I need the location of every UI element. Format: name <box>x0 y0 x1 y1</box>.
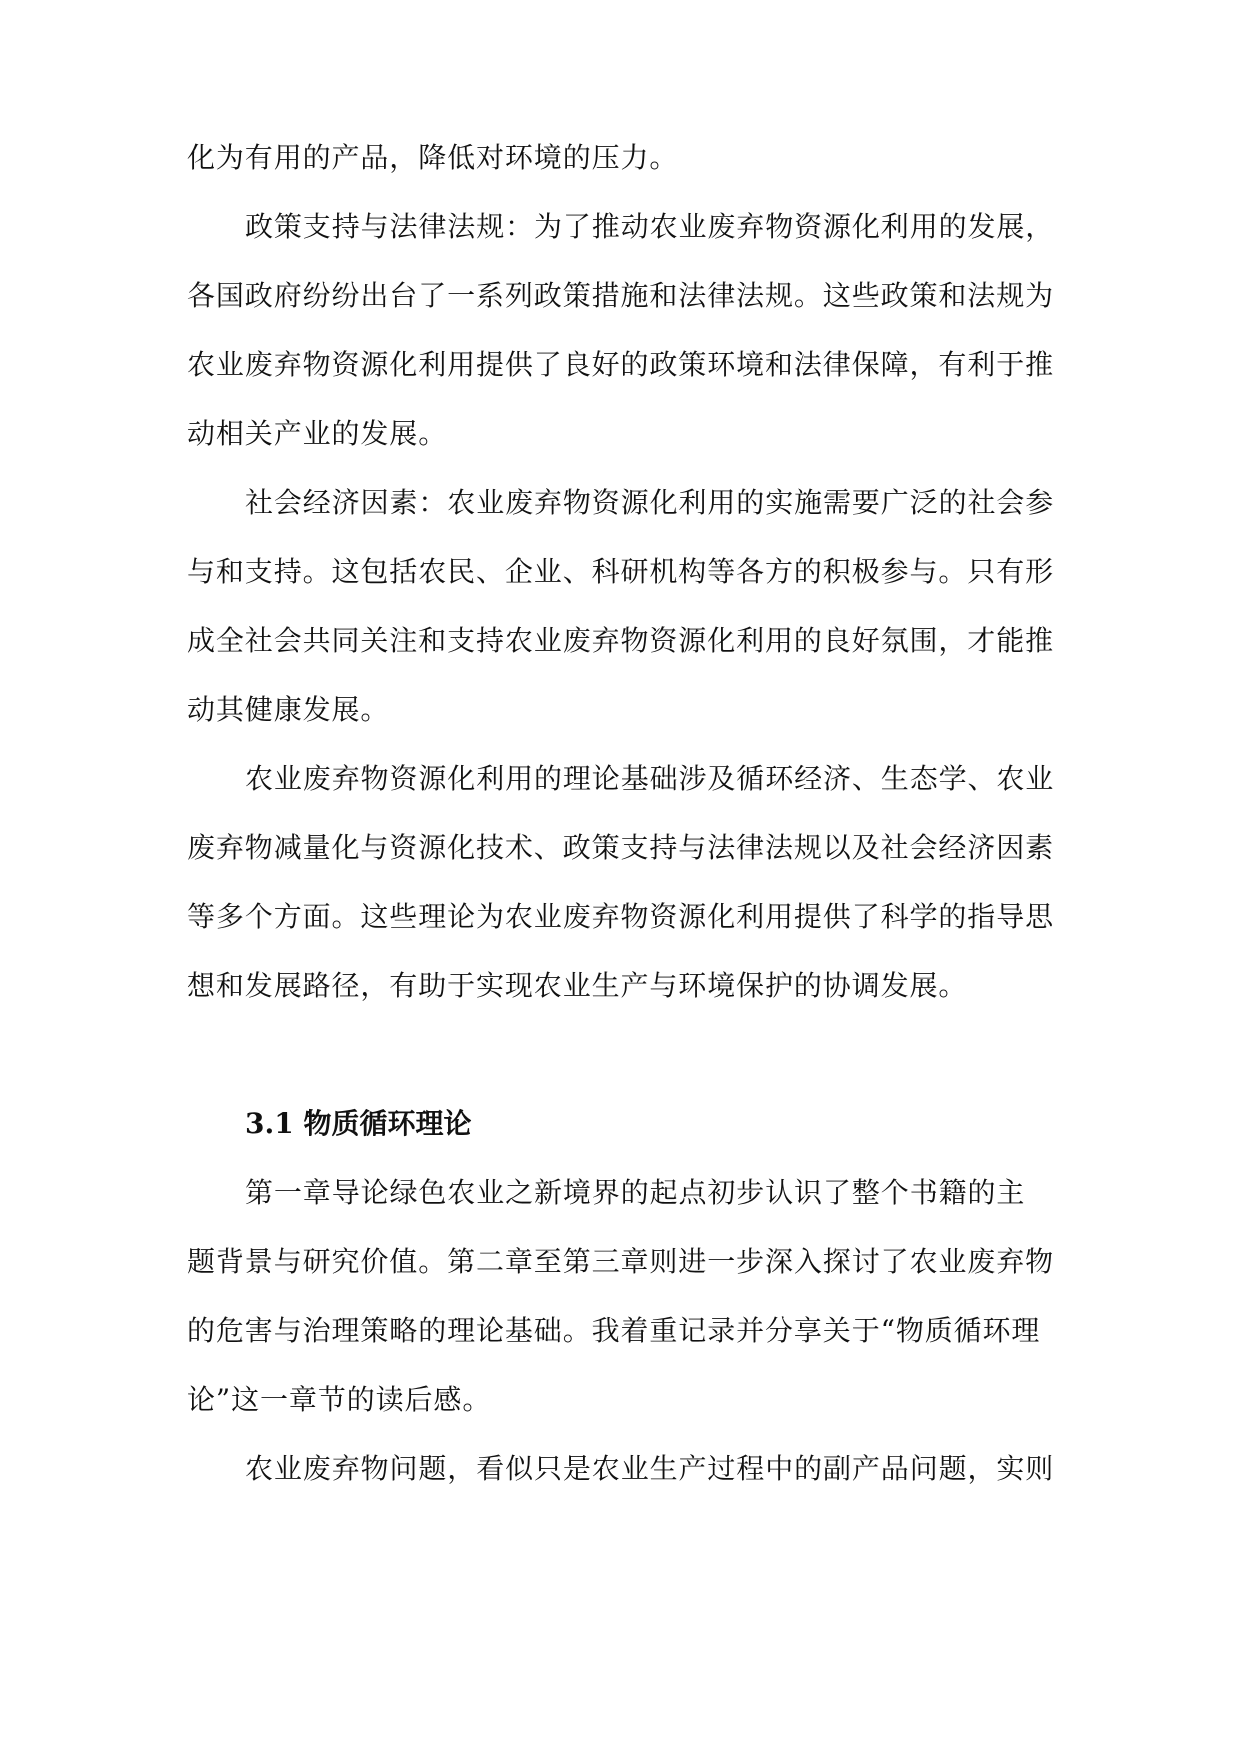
paragraph-line: 各国政府纷纷出台了一系列政策措施和法律法规。这些政策和法规为 <box>187 279 1055 312</box>
paragraph-line: 政策支持与法律法规：为了推动农业废弃物资源化利用的发展， <box>245 210 1055 243</box>
paragraph-line: 农业废弃物资源化利用提供了良好的政策环境和法律保障，有利于推 <box>187 348 1055 381</box>
paragraph-line: 等多个方面。这些理论为农业废弃物资源化利用提供了科学的指导思 <box>187 900 1055 933</box>
section-heading: 3.1 物质循环理论 <box>245 1107 472 1140</box>
paragraph-line: 动相关产业的发展。 <box>187 417 448 450</box>
paragraph-line: 成全社会共同关注和支持农业废弃物资源化利用的良好氛围，才能推 <box>187 624 1055 657</box>
paragraph-line: 社会经济因素：农业废弃物资源化利用的实施需要广泛的社会参 <box>245 486 1055 519</box>
paragraph-line: 的危害与治理策略的理论基础。我着重记录并分享关于“物质循环理 <box>187 1314 1041 1347</box>
paragraph-line: 论”这一章节的读后感。 <box>187 1383 492 1416</box>
paragraph-line: 农业废弃物问题，看似只是农业生产过程中的副产品问题，实则 <box>245 1452 1055 1485</box>
paragraph-line: 与和支持。这包括农民、企业、科研机构等各方的积极参与。只有形 <box>187 555 1055 588</box>
paragraph-line: 废弃物减量化与资源化技术、政策支持与法律法规以及社会经济因素 <box>187 831 1055 864</box>
paragraph-line: 题背景与研究价值。第二章至第三章则进一步深入探讨了农业废弃物 <box>187 1245 1055 1278</box>
paragraph-line: 想和发展路径，有助于实现农业生产与环境保护的协调发展。 <box>187 969 968 1002</box>
paragraph-line: 第一章导论绿色农业之新境界的起点初步认识了整个书籍的主 <box>245 1176 1026 1209</box>
paragraph-line: 化为有用的产品，降低对环境的压力。 <box>187 141 679 174</box>
paragraph-line: 动其健康发展。 <box>187 693 390 726</box>
paragraph-line: 农业废弃物资源化利用的理论基础涉及循环经济、生态学、农业 <box>245 762 1055 795</box>
